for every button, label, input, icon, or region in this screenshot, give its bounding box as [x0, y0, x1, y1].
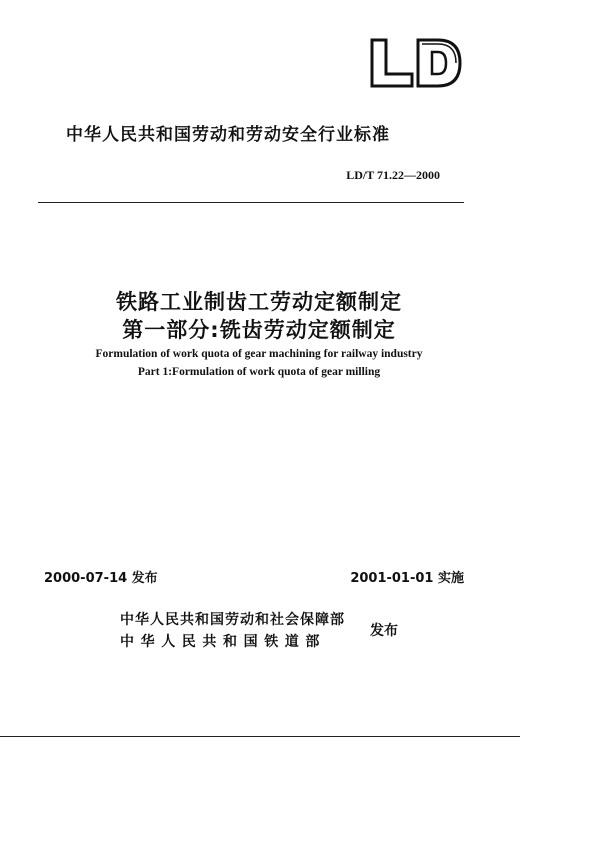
title-zh-line2: 第一部分:铣齿劳动定额制定	[122, 318, 396, 342]
ld-logo	[368, 38, 464, 88]
standard-code: LD/T 71.22—2000	[346, 168, 440, 182]
header-divider	[38, 202, 464, 203]
footer-divider	[0, 736, 520, 737]
title-zh-line1: 铁路工业制齿工劳动定额制定	[116, 290, 402, 314]
publish-label: 发布	[370, 623, 398, 639]
standard-category-title: 中华人民共和国劳动和劳动安全行业标准	[66, 125, 390, 145]
implementation-date: 2001-01-01 实施	[350, 571, 464, 586]
title-en-line2: Part 1:Formulation of work quota of gear milling	[137, 366, 381, 378]
title-en-line1: Formulation of work quota of gear machining for railway industry	[95, 348, 423, 360]
publisher-line2: 中华人民共和国铁道部	[120, 634, 326, 650]
publisher-line1: 中华人民共和国劳动和社会保障部	[120, 612, 345, 628]
issue-date: 2000-07-14 发布	[44, 571, 158, 586]
